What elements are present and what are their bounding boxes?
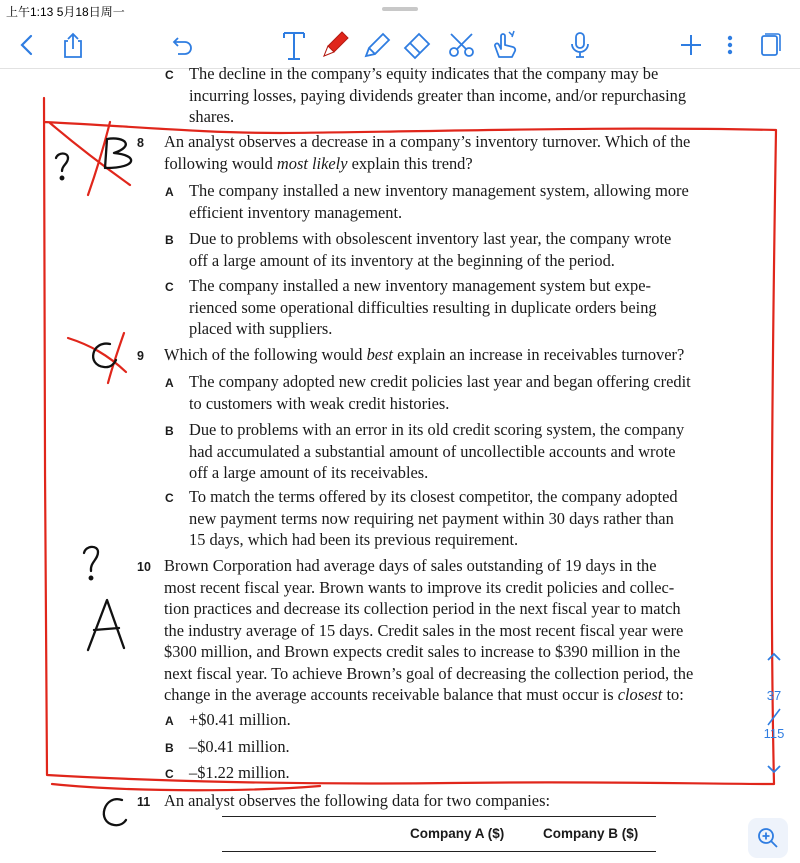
- ink-question-q8: [56, 154, 68, 172]
- undo-icon[interactable]: [166, 28, 200, 62]
- page-separator: [764, 708, 784, 726]
- table-header-rule: [222, 851, 656, 852]
- table-header-company-a: Company A ($): [410, 826, 505, 841]
- q8-stem: An analyst observes a decrease in a company’s inventory turnover. Which of the following would most likely explain this trend?: [164, 132, 691, 173]
- ink-letter-a: [88, 600, 124, 650]
- ink-strike-q9-2: [108, 333, 124, 383]
- q9-option-a-letter: A: [165, 376, 174, 390]
- window-grabber[interactable]: [382, 7, 418, 11]
- q10-option-b-letter: B: [165, 741, 174, 755]
- scissors-icon[interactable]: [445, 28, 479, 62]
- ink-letter-c-q11: [104, 799, 126, 825]
- eraser-icon[interactable]: [400, 28, 434, 62]
- chevron-up-icon[interactable]: [766, 652, 782, 662]
- zoom-button[interactable]: [748, 818, 788, 858]
- q8-option-b-text: Due to problems with obsolescent inventory last year, the company wrote off a large amount of its inventory at the beginning of the period.: [189, 229, 672, 270]
- chevron-down-icon[interactable]: [766, 764, 782, 774]
- q10-option-c-letter: C: [165, 767, 174, 781]
- q8-option-a-letter: A: [165, 185, 174, 199]
- pen-icon[interactable]: [318, 28, 352, 62]
- ink-strike-q8: [50, 123, 130, 185]
- q10-number: 10: [137, 560, 151, 574]
- pages-icon[interactable]: [752, 28, 786, 62]
- q8-option-c-text: The company installed a new inventory management system but expe- rienced some operational difficulties resulting in duplicate orders being placed with suppliers.: [189, 276, 657, 338]
- q8-option-a-text: The company installed a new inventory management system, allowing more efficient inventory management.: [189, 181, 689, 222]
- ink-letter-b: [105, 138, 131, 168]
- page-current: 37: [766, 688, 782, 703]
- microphone-icon[interactable]: [563, 28, 597, 62]
- more-icon[interactable]: [713, 28, 747, 62]
- status-time-date: 上午1:13 5月18日周一: [6, 5, 125, 19]
- q7-option-c-letter: C: [165, 68, 174, 82]
- ink-strike-q9: [68, 338, 126, 372]
- q11-stem: An analyst observes the following data for two companies:: [164, 791, 550, 810]
- q9-option-c-letter: C: [165, 491, 174, 505]
- highlighter-icon[interactable]: [360, 28, 394, 62]
- text-tool-icon[interactable]: [277, 28, 311, 62]
- table-top-rule: [222, 816, 656, 817]
- ink-question-q10: [84, 547, 98, 571]
- q11-number: 11: [137, 795, 151, 809]
- q8-number: 8: [137, 136, 144, 150]
- q9-stem: Which of the following would best explain an increase in receivables turnover?: [164, 345, 685, 364]
- plus-icon[interactable]: [674, 28, 708, 62]
- q7-option-c-text: The decline in the company’s equity indicates that the company may be incurring losses, paying dividends greater than income, and/or repurchasing shares.: [189, 64, 687, 126]
- page-total: 115: [763, 726, 785, 741]
- q10-option-a-letter: A: [165, 714, 174, 728]
- page-navigator[interactable]: [752, 650, 796, 780]
- ink-letter-c-q9: [93, 344, 116, 368]
- share-icon[interactable]: [56, 28, 90, 62]
- q10-option-c-text: –$1.22 million.: [189, 763, 290, 782]
- q10-option-a-text: +$0.41 million.: [189, 710, 291, 729]
- table-header-company-b: Company B ($): [543, 826, 639, 841]
- toolbar: [0, 22, 800, 69]
- status-bar: [0, 0, 800, 20]
- q9-option-b-text: Due to problems with an error in its old credit scoring system, the company had accumulated a substantial amount of uncollectible accounts and wrote off a large amount of its receivables.: [189, 420, 685, 482]
- q9-option-c-text: To match the terms offered by its closest competitor, the company adopted new payment terms now requiring net payment within 30 days rather than 15 days, which had been its previous requirement.: [189, 487, 678, 549]
- q8-option-c-letter: C: [165, 280, 174, 294]
- zoom-in-icon: [756, 826, 780, 850]
- q10-option-b-text: –$0.41 million.: [189, 737, 290, 756]
- q8-option-b-letter: B: [165, 233, 174, 247]
- q9-option-a-text: The company adopted new credit policies last year and began offering credit to customers with weak credit histories.: [189, 372, 691, 413]
- hand-gesture-icon[interactable]: [487, 28, 521, 62]
- q10-stem: Brown Corporation had average days of sales outstanding of 19 days in the most recent fiscal year. Brown wants to improve its credit policies and collec- tion practices and decrease its collection period in the next fiscal year to match the industry average of 15 days. Credit sales in the most recent fiscal year were $300 million, and Brown expects credit sales to increase to $390 million in the next fiscal year. To achieve Brown’s goal of decreasing the collection period, the change in the average accounts receivable balance that must occur is closest to:: [164, 556, 694, 704]
- chevron-left-icon[interactable]: [10, 28, 44, 62]
- ink-strike-q8-2: [88, 122, 110, 195]
- q9-number: 9: [137, 349, 144, 363]
- q9-option-b-letter: B: [165, 424, 174, 438]
